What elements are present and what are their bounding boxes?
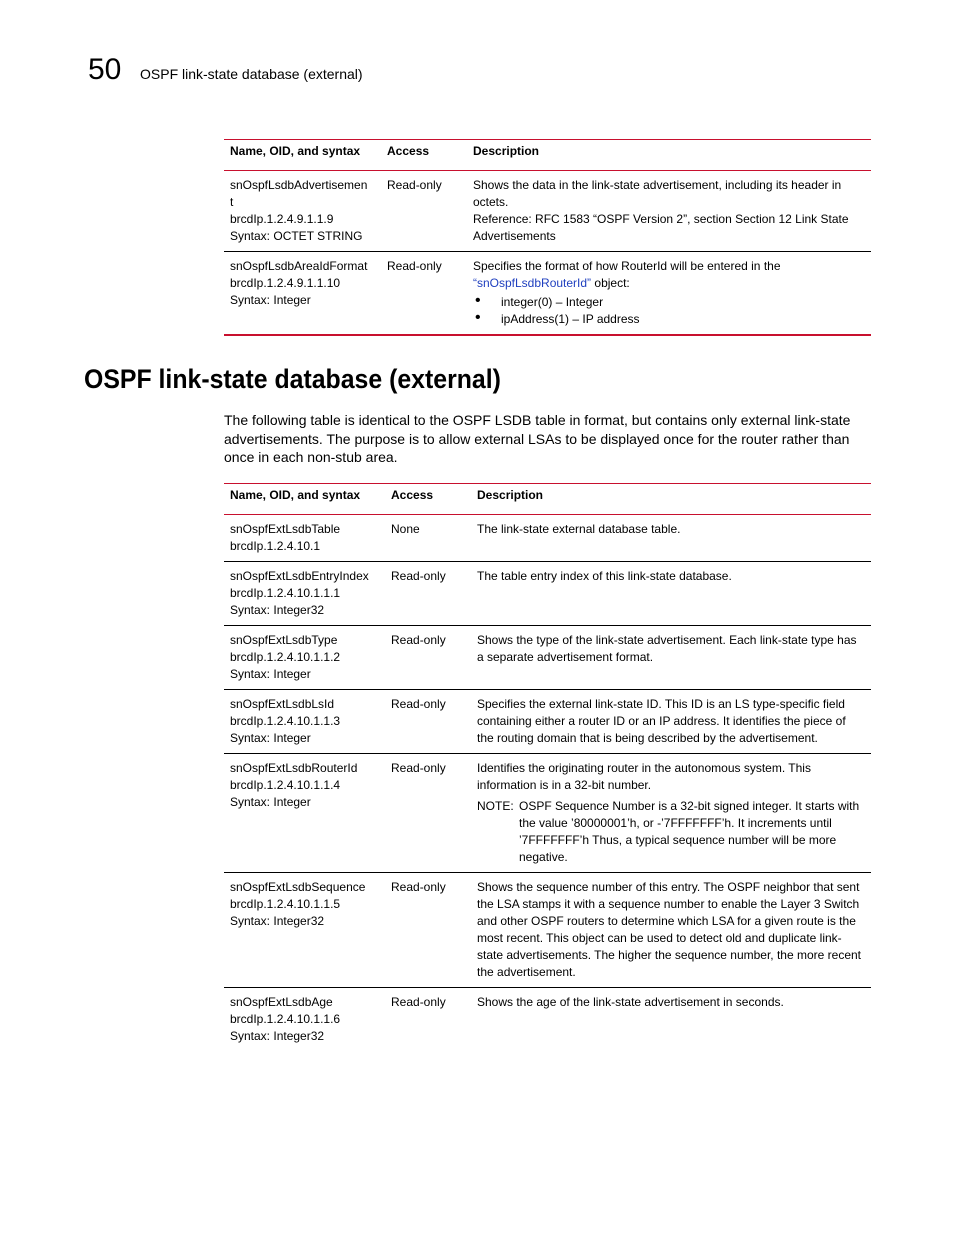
object-syntax: Syntax: Integer [230, 293, 311, 307]
description-cell [467, 171, 871, 252]
object-syntax: Syntax: Integer32 [230, 1029, 325, 1043]
bullet-item: • integer(0) – Integer [473, 294, 865, 311]
mib-table-ext-lsdb [224, 483, 871, 1051]
column-header-name: Name, OID, and syntax [224, 484, 385, 515]
note-block [477, 798, 865, 866]
chapter-title: OSPF link-state database (external) [140, 66, 363, 82]
access-cell: Read-only [385, 873, 471, 988]
name-cell [224, 515, 385, 562]
chapter-number: 50 [88, 53, 122, 86]
table-row [224, 562, 871, 626]
object-syntax: Syntax: Integer [230, 667, 311, 681]
description-cell [467, 252, 871, 336]
name-cell [224, 690, 385, 754]
description-text: Specifies the format of how RouterId will be entered in the [473, 259, 781, 273]
description-cell: Shows the age of the link-state advertisement in seconds. [477, 995, 784, 1009]
table-header-row [224, 140, 871, 171]
object-syntax: Syntax: Integer [230, 731, 311, 745]
object-name: snOspfExtLsdbType [230, 633, 338, 647]
description-text: Shows the data in the link-state advertisement, including its header in octets. [473, 178, 842, 209]
section-heading: OSPF link-state database (external) [84, 364, 501, 394]
bullet-list [473, 294, 865, 328]
table-row [224, 754, 871, 873]
table-row [224, 988, 871, 1052]
table-row [224, 515, 871, 562]
object-oid: brcdIp.1.2.4.10.1.1.4 [230, 778, 341, 792]
object-name: snOspfLsdbAreaIdFormat [230, 259, 368, 273]
name-cell [224, 562, 385, 626]
column-header-description: Description [467, 140, 871, 171]
object-syntax: Syntax: Integer32 [230, 603, 325, 617]
object-oid: brcdIp.1.2.4.10.1 [230, 539, 321, 553]
object-name: snOspfExtLsdbAge [230, 995, 333, 1009]
name-cell [224, 252, 381, 336]
snospflsdbrouterid-link[interactable]: “snOspfLsdbRouterId” [473, 276, 592, 290]
name-cell [224, 988, 385, 1052]
table-header-row [224, 484, 871, 515]
object-name: snOspfExtLsdbLsId [230, 697, 335, 711]
object-syntax: Syntax: Integer32 [230, 914, 325, 928]
object-name: snOspfExtLsdbTable [230, 522, 341, 536]
object-oid: brcdIp.1.2.4.10.1.1.2 [230, 650, 341, 664]
object-syntax: Syntax: Integer [230, 795, 311, 809]
table-row [224, 873, 871, 988]
object-oid: brcdIp.1.2.4.10.1.1.1 [230, 586, 341, 600]
note-text: OSPF Sequence Number is a 32-bit signed integer. It starts with the value ’80000001’h, or -’7FFFFFFF’h. It increments until ’7FFFFFFF’h Thus, a typical sequence number will be more negative. [519, 799, 860, 864]
object-oid: brcdIp.1.2.4.10.1.1.6 [230, 1012, 341, 1026]
object-oid: brcdIp.1.2.4.10.1.1.5 [230, 897, 341, 911]
mib-table-lsdb [224, 139, 871, 336]
object-name: snOspfLsdbAdvertisemen [230, 178, 368, 192]
description-cell [471, 754, 871, 873]
table-row [224, 690, 871, 754]
access-cell: Read-only [391, 995, 446, 1009]
object-syntax: Syntax: OCTET STRING [230, 229, 363, 243]
access-cell: Read-only [385, 562, 471, 626]
description-text: Identifies the originating router in the autonomous system. This information is in a 32-bit number. [477, 761, 811, 792]
object-oid: brcdIp.1.2.4.10.1.1.3 [230, 714, 341, 728]
description-cell: Specifies the external link-state ID. This ID is an LS type-specific field containing either a router ID or an IP address. It identifies the piece of the routing domain that is being described by the advertisement. [471, 690, 871, 754]
access-cell: None [385, 515, 471, 562]
column-header-description: Description [471, 484, 871, 515]
table-row [224, 626, 871, 690]
description-reference: Reference: RFC 1583 “OSPF Version 2”, section Section 12 Link State Advertisements [473, 212, 849, 243]
table-row [224, 171, 871, 252]
access-cell: Read-only [385, 690, 471, 754]
description-cell: The table entry index of this link-state database. [471, 562, 871, 626]
name-cell [224, 873, 385, 988]
object-oid: brcdIp.1.2.4.9.1.1.10 [230, 276, 341, 290]
bullet-item: • ipAddress(1) – IP address [473, 311, 865, 328]
access-cell: Read-only [381, 171, 467, 252]
object-name-wrap: t [230, 195, 234, 209]
name-cell [224, 171, 381, 252]
note-label: NOTE: [477, 799, 514, 813]
name-cell [224, 626, 385, 690]
access-cell: Read-only [385, 626, 471, 690]
access-cell: Read-only [385, 754, 471, 873]
table-row [224, 252, 871, 336]
column-header-access: Access [381, 140, 467, 171]
description-cell: Shows the sequence number of this entry. The OSPF neighbor that sent the LSA stamps it with a sequence number to enable the Layer 3 Switch and other OSPF routers to determine which LSA for a given route is the most recent. This object can be used to detect old and duplicate link-state advertisements. The higher the sequence number, the more recent the advertisement. [471, 873, 871, 988]
object-name: snOspfExtLsdbEntryIndex [230, 569, 369, 583]
object-name: snOspfExtLsdbRouterId [230, 761, 358, 775]
description-suffix: object: [591, 276, 630, 290]
description-cell: The link-state external database table. [471, 515, 871, 562]
name-cell [224, 754, 385, 873]
access-cell: Read-only [381, 252, 467, 336]
object-oid: brcdIp.1.2.4.9.1.1.9 [230, 212, 334, 226]
object-name: snOspfExtLsdbSequence [230, 880, 366, 894]
column-header-name: Name, OID, and syntax [224, 140, 381, 171]
column-header-access: Access [385, 484, 471, 515]
description-cell: Shows the type of the link-state advertisement. Each link-state type has a separate advertisement format. [471, 626, 871, 690]
intro-paragraph: The following table is identical to the OSPF LSDB table in format, but contains only external link-state advertisements. The purpose is to allow external LSAs to be displayed once for the router rather than once in each non-stub area. [224, 412, 851, 465]
